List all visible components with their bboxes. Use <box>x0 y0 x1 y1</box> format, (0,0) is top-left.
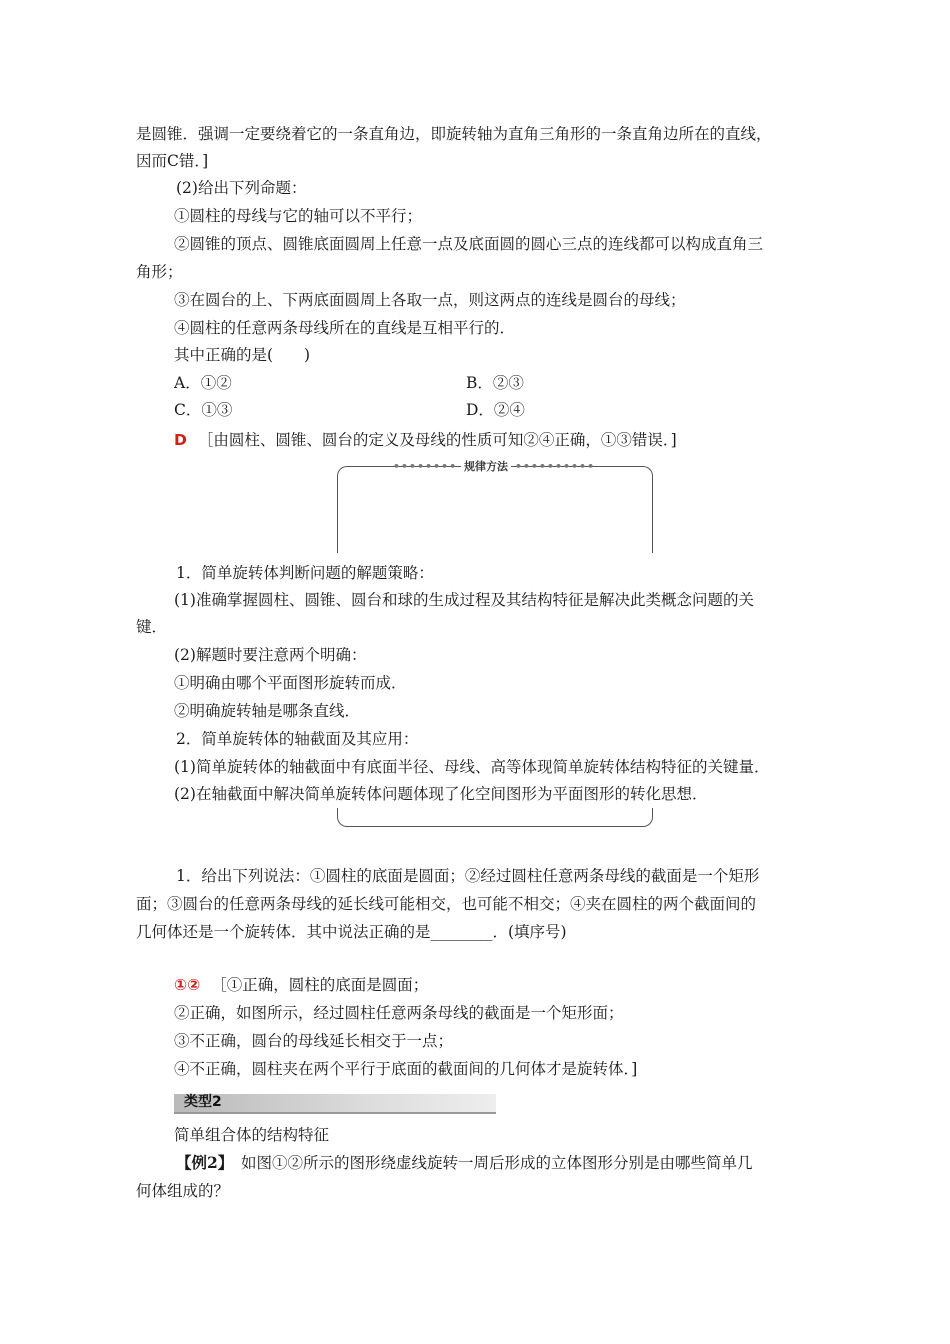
example-text: 如图①②所示的图形绕虚线旋转一周后形成的立体图形分别是由哪些简单几 <box>225 1154 753 1172</box>
intro-line-2: 因而C错．] <box>136 152 209 170</box>
type-tab-label: 类型2 <box>184 1094 222 1110</box>
method-box-title <box>345 458 643 478</box>
question-ask: 其中正确的是( ) <box>174 346 311 364</box>
method-line-6: 2．简单旋转体的轴截面及其应用： <box>176 730 419 748</box>
method-line-5: ②明确旋转轴是哪条直线． <box>174 702 361 720</box>
option-a: A．①② <box>174 374 232 392</box>
method-line-3: (2)解题时要注意两个明确： <box>174 646 367 664</box>
option-b: B．②③ <box>466 374 524 392</box>
intro-line-1: 是圆锥．强调一定要绕着它的一条直角边，即旋转轴为直角三角形的一条直角边所在的直线， <box>136 125 772 143</box>
option-c: C．①③ <box>174 401 233 419</box>
question-stem: (2)给出下列命题： <box>176 179 307 197</box>
method-line-8: (2)在轴截面中解决简单旋转体问题体现了化空间图形为平面图形的转化思想． <box>174 785 708 803</box>
exercise-answer-line-3: ③不正确，圆台的母线延长相交于一点； <box>174 1032 454 1050</box>
method-box-top-frame <box>337 466 653 553</box>
exercise-answer-text-1: ［①正确，圆柱的底面是圆面； <box>211 976 429 994</box>
exercise-line-1: 1．给出下列说法：①圆柱的底面是圆面；②经过圆柱任意两条母线的截面是一个矩形 <box>176 867 760 885</box>
method-box-title-text: 规律方法 <box>461 460 511 473</box>
method-line-1: 1．简单旋转体判断问题的解题策略： <box>176 564 434 582</box>
exercise-line-3: 几何体还是一个旋转体．其中说法正确的是________．(填序号) <box>136 923 567 941</box>
title-dots-left: •••••••• <box>392 460 458 473</box>
proposition-2: ②圆锥的顶点、圆锥底面圆周上任意一点及底面圆的圆心三点的连线都可以构成直角三 <box>174 235 764 253</box>
method-box-bottom-frame <box>337 808 653 827</box>
exercise-answer-line-4: ④不正确，圆柱夹在两个平行于底面的截面间的几何体才是旋转体．] <box>174 1060 638 1078</box>
method-line-2: (1)准确掌握圆柱、圆锥、圆台和球的生成过程及其结构特征是解决此类概念问题的关 <box>174 591 754 609</box>
exercise-answer-line-1 <box>174 975 428 995</box>
example-label: 【例2】 <box>176 1153 226 1172</box>
answer-explanation: ［由圆柱、圆锥、圆台的定义及母线的性质可知②④正确，①③错误．] <box>197 431 677 449</box>
title-dots-right: •••••••••• <box>514 460 596 473</box>
method-line-2-cont: 键． <box>136 618 168 636</box>
answer-letter: D <box>174 431 187 449</box>
option-d: D．②④ <box>466 401 525 419</box>
example-line-1 <box>176 1153 753 1173</box>
method-line-7: (1)简单旋转体的轴截面中有底面半径、母线、高等体现简单旋转体结构特征的关键量． <box>174 758 770 776</box>
exercise-answer-mark: ①② <box>174 976 201 994</box>
answer-line <box>174 430 677 450</box>
section-heading: 简单组合体的结构特征 <box>174 1126 330 1144</box>
example-line-2: 何体组成的？ <box>136 1182 230 1200</box>
exercise-line-2: 面；③圆台的任意两条母线的延长线可能相交，也可能不相交；④夹在圆柱的两个截面间的 <box>136 895 757 913</box>
proposition-1: ①圆柱的母线与它的轴可以不平行； <box>174 207 423 225</box>
method-line-4: ①明确由哪个平面图形旋转而成． <box>174 674 407 692</box>
proposition-2-cont: 角形； <box>136 263 183 281</box>
proposition-4: ④圆柱的任意两条母线所在的直线是互相平行的． <box>174 319 516 337</box>
proposition-3: ③在圆台的上、下两底面圆周上各取一点，则这两点的连线是圆台的母线； <box>174 291 686 309</box>
exercise-answer-line-2: ②正确，如图所示，经过圆柱任意两条母线的截面是一个矩形面； <box>174 1004 624 1022</box>
